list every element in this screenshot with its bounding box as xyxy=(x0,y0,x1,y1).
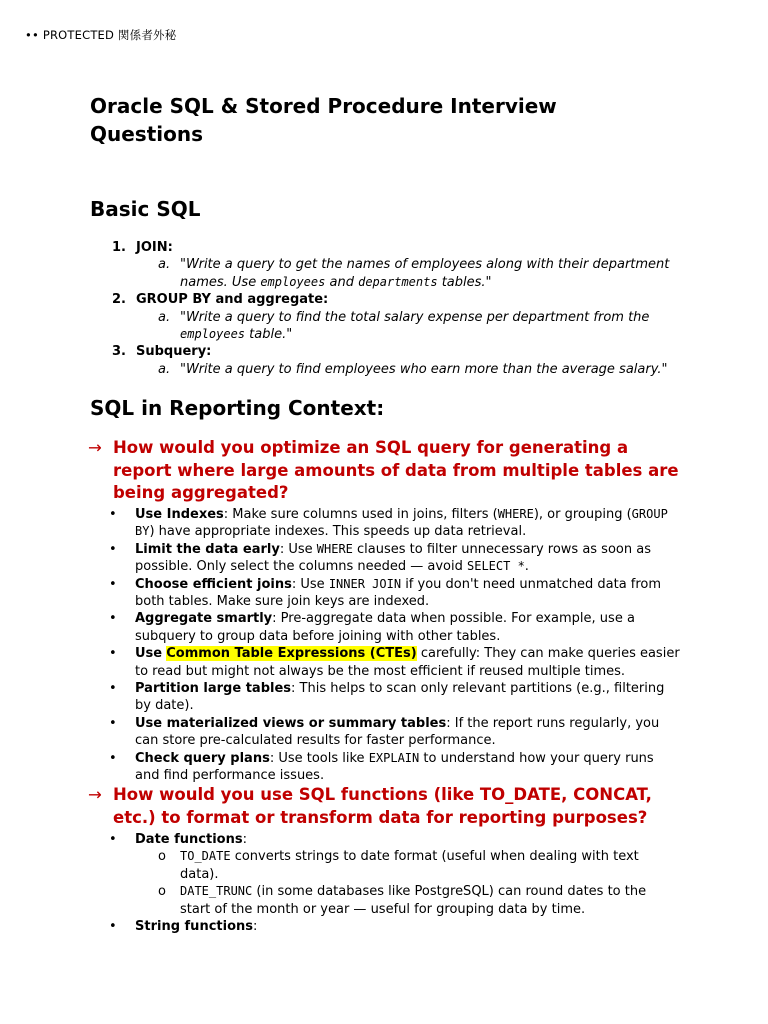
arrow-icon: → xyxy=(88,785,102,804)
bullet-icon: • xyxy=(109,541,117,557)
bullet-label: Partition large tables xyxy=(135,681,292,697)
bullet-icon: • xyxy=(109,832,117,847)
bullet-icon: • xyxy=(109,750,117,766)
list-item xyxy=(90,918,680,935)
bullet-text: : xyxy=(242,832,247,847)
list-item xyxy=(90,831,680,848)
question-heading-2 xyxy=(90,784,680,829)
circle-bullet-icon: o xyxy=(158,884,166,900)
list-item xyxy=(90,645,680,680)
section-heading-basic-sql: Basic SQL xyxy=(90,197,201,221)
code-span: INNER JOIN xyxy=(328,576,402,591)
code-span: employees xyxy=(260,274,326,289)
bullet-text: : This helps to scan only relevant partitions (e.g., filtering by date). xyxy=(135,681,665,714)
list-item xyxy=(112,239,672,256)
sub-list-item xyxy=(90,848,680,883)
question-text: "Write a query to find the total salary expense per department from the xyxy=(180,309,650,325)
bullet-icon: • xyxy=(109,507,117,522)
question-text: How would you optimize an SQL query for generating a report where large amounts of data from multiple tables are being aggregated? xyxy=(113,438,679,503)
sub-list-letter: a. xyxy=(158,361,171,377)
bullet-text: : If the report runs regularly, you can store pre-calculated results for faster performance. xyxy=(135,715,660,749)
code-span: EXPLAIN xyxy=(368,750,420,765)
question-heading-1 xyxy=(90,437,680,505)
bullet-text: : Use tools like xyxy=(269,750,369,766)
code-span: SELECT * xyxy=(467,559,525,574)
code-span: GROUP BY xyxy=(135,507,668,539)
bullet-text: to understand how your query runs and find performance issues. xyxy=(135,750,654,784)
code-span: TO_DATE xyxy=(180,849,231,864)
bullet-text: : xyxy=(253,919,258,935)
question-text: How would you use SQL functions (like TO_DATE, CONCAT, etc.) to format or transform data for reporting purposes? xyxy=(113,785,652,827)
bullet-label: Limit the data early xyxy=(135,541,280,557)
bullet-label: Use xyxy=(135,646,163,662)
code-span: departments xyxy=(358,274,438,289)
bullet-text: : Make sure columns used in joins, filters ( xyxy=(223,507,498,522)
bullet-text: if you don't need unmatched data from both tables. Make sure join keys are indexed. xyxy=(135,576,662,610)
question-text: tables." xyxy=(437,274,492,290)
list-number: 2. xyxy=(112,292,126,308)
q2-bullet-list xyxy=(90,831,680,935)
list-item xyxy=(90,610,680,645)
bullet-text: : Pre-aggregate data when possible. For example, use a subquery to group data before joining with other tables. xyxy=(135,611,635,644)
bullet-label: Choose efficient joins xyxy=(135,576,292,592)
bullet-text: ) have appropriate indexes. This speeds up data retrieval. xyxy=(149,524,527,540)
list-item xyxy=(90,715,680,750)
bullet-text: (in some databases like PostgreSQL) can round dates to the start of the month or year — useful for grouping data by time. xyxy=(180,884,647,917)
section-heading-reporting: SQL in Reporting Context: xyxy=(90,396,385,420)
sub-list-item xyxy=(90,883,680,918)
list-item xyxy=(90,680,680,715)
sub-list-letter: a. xyxy=(158,257,171,273)
question-text: table." xyxy=(245,327,293,343)
bullet-text: converts strings to date format (useful when dealing with text data). xyxy=(180,849,639,882)
list-item xyxy=(90,576,680,611)
bullet-text: : Use xyxy=(291,576,329,592)
code-span: employees xyxy=(180,327,246,342)
protected-label: •• PROTECTED 関係者外秘 xyxy=(25,28,177,42)
sub-list-item xyxy=(112,361,672,378)
bullet-text: . xyxy=(524,559,529,575)
list-item-label: JOIN: xyxy=(136,240,173,255)
sub-list-item xyxy=(112,256,672,291)
list-item xyxy=(90,541,680,576)
bullet-text: carefully: They can make queries easier to read but might not always be the most efficient if reused multiple times. xyxy=(135,646,680,679)
bullet-label: Use materialized views or summary tables xyxy=(135,715,447,731)
list-item xyxy=(90,506,680,541)
bullet-text: clauses to filter unnecessary rows as soon as possible. Only select the columns needed — avoid xyxy=(135,541,651,575)
bullet-label: Check query plans xyxy=(135,750,270,766)
bullet-text: ), or grouping ( xyxy=(533,507,632,522)
document-title: Oracle SQL & Stored Procedure Interview Questions xyxy=(90,94,557,146)
code-span: WHERE xyxy=(316,541,353,556)
sub-list-letter: a. xyxy=(158,309,171,325)
bullet-icon: • xyxy=(109,646,117,662)
bullet-text: : Use xyxy=(279,541,317,557)
list-item xyxy=(90,750,680,785)
question-text: and xyxy=(325,274,359,290)
circle-bullet-icon: o xyxy=(158,849,166,865)
question-text: "Write a query to get the names of employees along with their department names. Use xyxy=(180,257,670,290)
code-span: DATE_TRUNC xyxy=(180,884,253,899)
list-item xyxy=(112,291,672,308)
question-text: "Write a query to find employees who earn more than the average salary." xyxy=(180,361,668,377)
sub-list-item xyxy=(112,309,672,344)
arrow-icon: → xyxy=(88,438,102,457)
bullet-icon: • xyxy=(109,919,117,935)
q1-bullet-list xyxy=(90,506,680,785)
list-item-label: Subquery: xyxy=(136,344,212,360)
bullet-label: Date functions xyxy=(135,832,243,847)
list-number: 3. xyxy=(112,344,126,360)
bullet-icon: • xyxy=(109,681,117,697)
list-item-label: GROUP BY and aggregate: xyxy=(136,292,329,308)
bullet-label: String functions xyxy=(135,919,253,935)
code-span: WHERE xyxy=(497,507,534,521)
basic-sql-list xyxy=(112,239,672,378)
bullet-label: Use Indexes xyxy=(135,507,224,522)
highlighted-term: Common Table Expressions (CTEs) xyxy=(166,646,417,662)
bullet-label: Aggregate smartly xyxy=(135,611,273,627)
bullet-icon: • xyxy=(109,576,117,592)
bullet-icon: • xyxy=(109,715,117,731)
bullet-icon: • xyxy=(109,611,117,627)
list-number: 1. xyxy=(112,240,126,255)
list-item xyxy=(112,343,672,360)
